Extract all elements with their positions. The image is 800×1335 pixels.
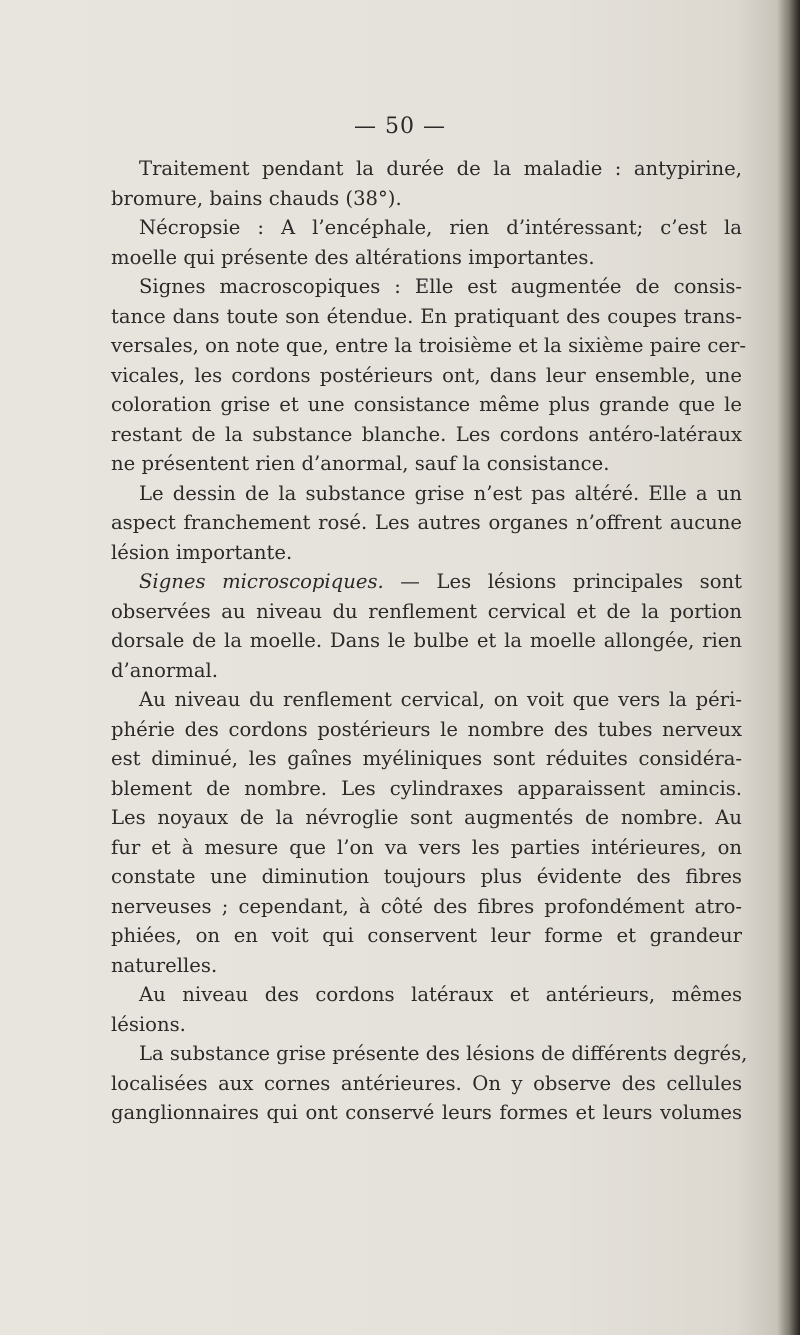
text-line: coloration grise et une consistance même plus grande que le xyxy=(111,393,742,416)
section-heading-italic: Signes microscopiques. xyxy=(139,570,384,593)
text-line: aspect franchement rosé. Les autres organes n’offrent aucune xyxy=(111,511,742,534)
text-line: fur et à mesure que l’on va vers les parties intérieures, on xyxy=(111,835,742,859)
text-line: Nécropsie : A l’encéphale, rien d’intéressant; c’est la xyxy=(139,216,742,239)
text-line: lésions. xyxy=(111,1012,186,1036)
text-line: vicales, les cordons postérieurs ont, dans leur ensemble, une xyxy=(111,363,742,387)
text-line: ne présentent rien d’anormal, sauf la consistance. xyxy=(111,452,610,475)
text-line: dorsale de la moelle. Dans le bulbe et la moelle allongée, rien xyxy=(111,629,742,652)
text-line: Le dessin de la substance grise n’est pas altéré. Elle a un xyxy=(139,481,742,505)
text-line: phérie des cordons postérieurs le nombre des tubes nerveux xyxy=(111,717,742,741)
text-line: blement de nombre. Les cylindraxes apparaissent amincis. xyxy=(111,776,742,800)
body-text xyxy=(111,154,748,1128)
text-line: constate une diminution toujours plus évidente des fibres xyxy=(111,865,742,888)
page-number: — 50 — xyxy=(354,114,446,139)
text-line: moelle qui présente des altérations importantes. xyxy=(111,245,595,269)
text-line: Les noyaux de la névroglie sont augmentés de nombre. Au xyxy=(111,806,742,829)
text-line: Signes macroscopiques : Elle est augmentée de consis- xyxy=(139,275,742,298)
text-line: tance dans toute son étendue. En pratiquant des coupes trans- xyxy=(111,304,742,328)
text-line: La substance grise présente des lésions de différents degrés, xyxy=(139,1042,748,1065)
text-line: Au niveau du renflement cervical, on voit que vers la péri- xyxy=(139,688,742,711)
text-line: localisées aux cornes antérieures. On y observe des cellules xyxy=(111,1071,742,1095)
text-line: nerveuses ; cependant, à côté des fibres profondément atro- xyxy=(111,894,742,918)
text-line: restant de la substance blanche. Les cordons antéro-latéraux xyxy=(111,422,742,446)
text-line: Au niveau des cordons latéraux et antérieurs, mêmes xyxy=(139,983,742,1006)
text-line: observées au niveau du renflement cervical et de la portion xyxy=(111,599,742,623)
text-line: bromure, bains chauds (38°). xyxy=(111,186,402,210)
text-line xyxy=(111,567,742,597)
page-edge-shadow xyxy=(778,0,800,1335)
text-line-rest: — Les lésions principales sont xyxy=(383,570,743,593)
text-line: lésion importante. xyxy=(111,540,293,564)
text-line: Traitement pendant la durée de la maladie : antypirine, xyxy=(139,157,742,180)
text-line: ganglionnaires qui ont conservé leurs formes et leurs volumes xyxy=(111,1101,742,1124)
text-line: naturelles. xyxy=(111,953,218,977)
text-line: phiées, on en voit qui conservent leur forme et grandeur xyxy=(111,924,742,947)
text-line: est diminué, les gaînes myéliniques sont réduites considéra- xyxy=(111,747,742,770)
text-line: versales, on note que, entre la troisième et la sixième paire cer- xyxy=(111,334,746,357)
text-line: d’anormal. xyxy=(111,658,218,682)
